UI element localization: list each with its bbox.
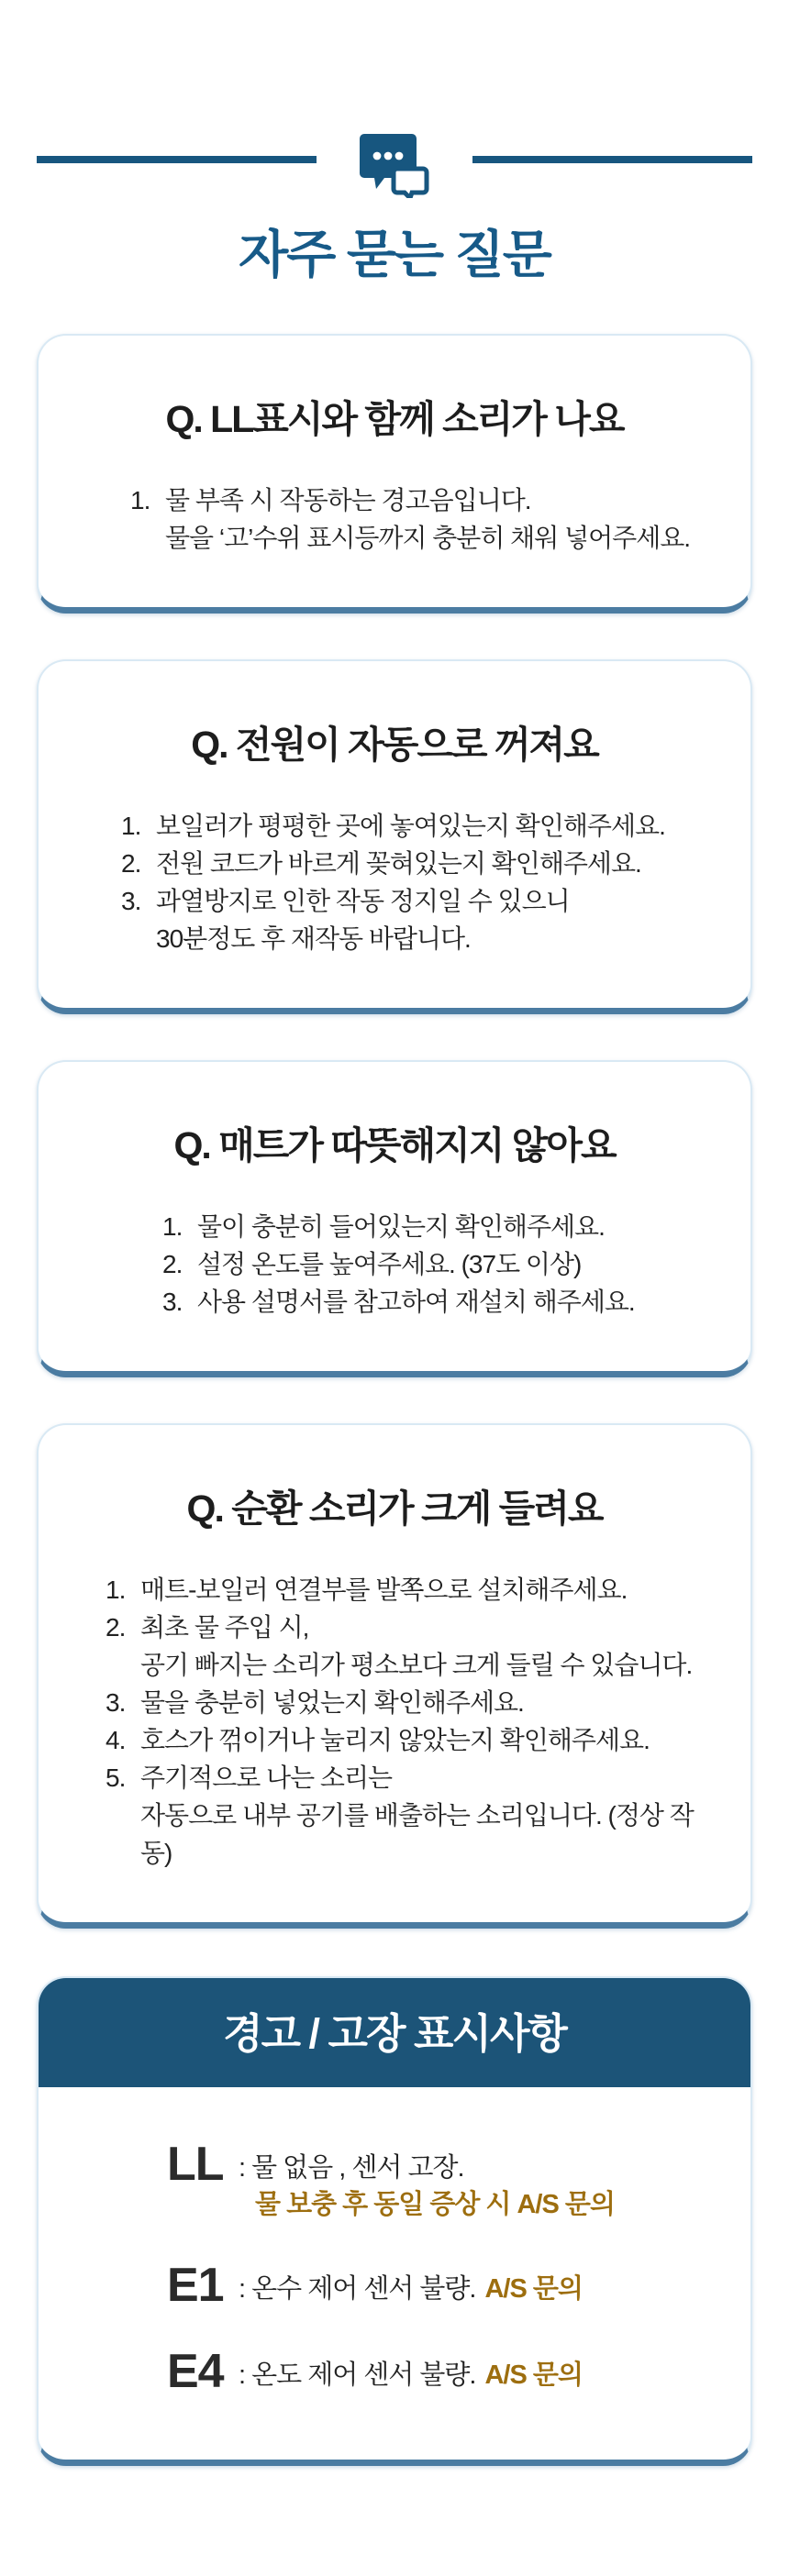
faq-item-text [140,1721,709,1759]
faq-card-list [37,334,752,1929]
faq-question: Q. 순환 소리가 크게 들려요 [186,1487,603,1530]
faq-card [37,334,752,614]
faq-item-line: 과열방지로 인한 작동 정지일 수 있으니 [156,887,570,915]
error-description [239,2261,583,2307]
faq-item-line: 호스가 꺾이거나 눌리지 않았는지 확인해주세요. [140,1726,650,1754]
faq-item-line: 물을 ‘고’수위 표시등까지 충분히 채워 넣어주세요. [165,524,691,552]
faq-answer-list [80,1208,709,1321]
faq-card [37,659,752,1014]
faq-item-line: 물이 충분히 들어있는지 확인해주세요. [197,1212,605,1241]
faq-item-text [140,1684,709,1721]
faq-item-number: 1. [106,1575,126,1604]
faq-item-text [156,845,709,882]
faq-item-number: 3. [162,1288,183,1316]
faq-item [106,1684,709,1721]
header-divider [37,128,752,191]
error-code-row [167,2259,714,2312]
as-contact-highlight: 물 보충 후 동일 증상 시 A/S 문의 [255,2190,615,2219]
faq-header [37,128,752,288]
error-description-line: : 물 없음 , 센서 고장. [239,2153,464,2183]
faq-item [162,1245,709,1283]
faq-item-line: 공기 빠지는 소리가 평소보다 크게 들릴 수 있습니다. [140,1651,693,1679]
faq-item [121,882,709,957]
error-description [239,2348,583,2394]
warning-card [37,1976,752,2466]
faq-question: Q. 전원이 자동으로 꺼져요 [191,724,598,766]
faq-question: Q. 매트가 따뜻해지지 않아요 [173,1124,616,1166]
error-code-list [39,2087,750,2460]
faq-item-line: 주기적으로 나는 소리는 [140,1763,393,1792]
faq-item-number: 3. [106,1688,126,1717]
faq-item [106,1721,709,1759]
faq-answer-list [80,481,709,557]
faq-item-line: 전원 코드가 바르게 꽂혀있는지 확인해주세요. [156,849,641,878]
faq-item [121,807,709,845]
faq-item-number: 2. [162,1250,183,1278]
error-description [239,2140,615,2223]
faq-answer-list [80,807,709,957]
error-code: LL [167,2138,224,2191]
as-contact-highlight: A/S 문의 [484,2360,583,2390]
error-description-line: : 온수 제어 센서 불량. A/S 문의 [239,2274,583,2304]
error-description-line: : 온도 제어 센서 불량. A/S 문의 [239,2360,583,2390]
warning-card-title: 경고 / 고장 표시사항 [39,1978,750,2087]
as-contact-highlight: A/S 문의 [484,2274,583,2304]
faq-card [37,1423,752,1929]
error-code-row [167,2345,714,2398]
faq-item-number: 1. [121,812,141,840]
divider-line-right [472,156,752,163]
faq-item-text [197,1283,709,1321]
faq-item-text [197,1245,709,1283]
faq-item [130,481,709,557]
faq-answer-list [80,1571,709,1872]
faq-item-line: 설정 온도를 높여주세요. (37도 이상) [197,1250,582,1278]
faq-item-line: 물을 충분히 넣었는지 확인해주세요. [140,1688,524,1717]
faq-item-text [156,807,709,845]
faq-item-line: 사용 설명서를 참고하여 재설치 해주세요. [197,1288,635,1316]
faq-item [121,845,709,882]
faq-item-text [140,1759,709,1872]
faq-item-number: 2. [106,1613,126,1642]
faq-item-text [140,1571,709,1609]
faq-item-line: 자동으로 내부 공기를 배출하는 소리입니다. (정상 작동) [140,1801,694,1867]
faq-item-text [165,481,709,557]
faq-question: Q. LL표시와 함께 소리가 나요 [165,398,624,440]
faq-item-line: 최초 물 주입 시, [140,1613,309,1642]
faq-item-number: 1. [162,1212,183,1241]
faq-item-number: 4. [106,1726,126,1754]
faq-item [162,1208,709,1245]
error-code-row [167,2140,714,2223]
faq-item-line: 물 부족 시 작동하는 경고음입니다. [165,486,531,514]
faq-item-text [197,1208,709,1245]
faq-item [162,1283,709,1321]
faq-item-text [156,882,709,957]
faq-item-text [140,1609,709,1684]
faq-item-line: 보일러가 평평한 곳에 놓여있는지 확인해주세요. [156,812,665,840]
chat-bubble-icon [317,132,472,198]
divider-line-left [37,156,317,163]
faq-card [37,1060,752,1377]
faq-item-line: 매트-보일러 연결부를 발쪽으로 설치해주세요. [140,1575,628,1604]
error-code: E4 [167,2345,224,2398]
error-code: E1 [167,2259,224,2312]
faq-item-number: 5. [106,1763,126,1792]
page-title: 자주 묻는 질문 [239,226,550,283]
faq-item-number: 1. [130,486,150,514]
faq-item-number: 3. [121,887,141,915]
faq-item [106,1759,709,1872]
faq-item [106,1609,709,1684]
faq-item-number: 2. [121,849,141,878]
faq-item [106,1571,709,1609]
faq-item-line: 30분정도 후 재작동 바랍니다. [156,924,471,953]
